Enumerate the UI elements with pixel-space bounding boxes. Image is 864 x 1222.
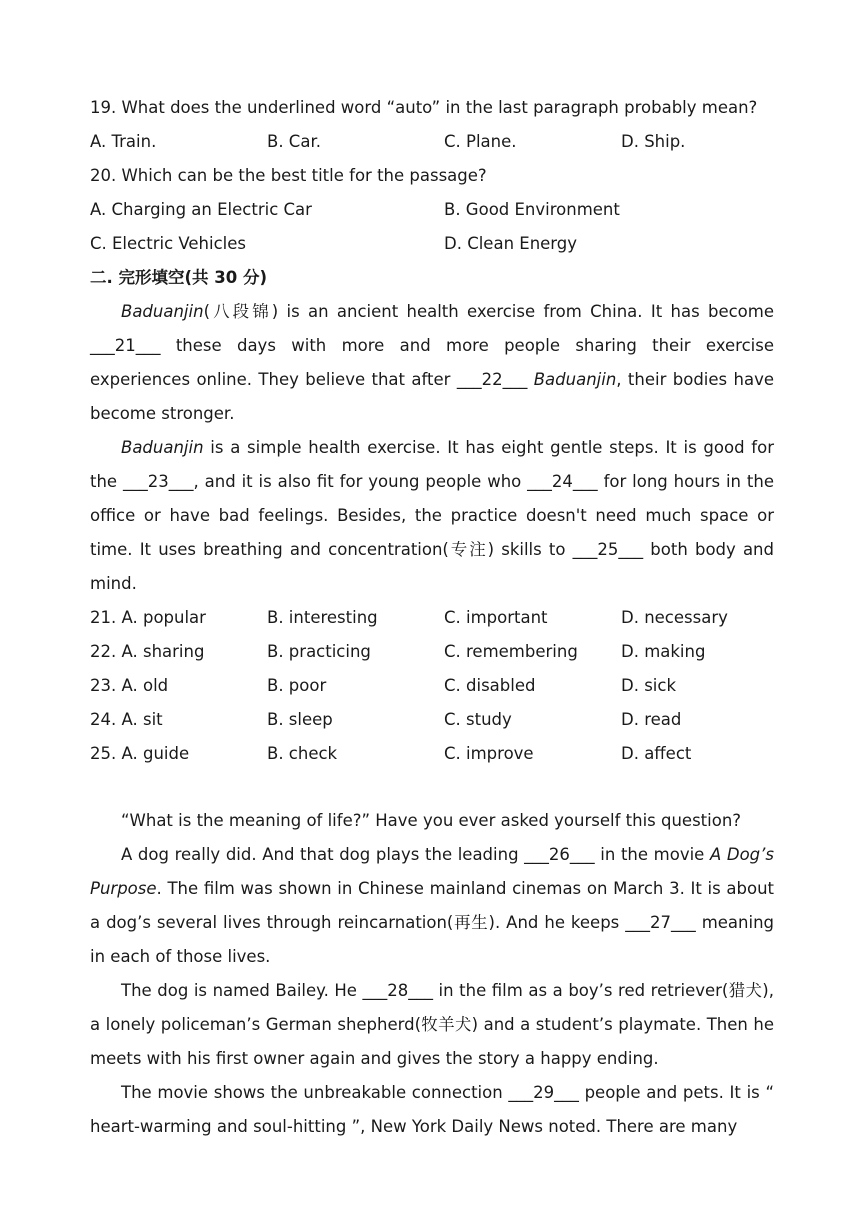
option-c: C. disabled bbox=[444, 676, 536, 695]
option-a: A. Train. bbox=[90, 132, 157, 151]
italic-title: A Dog’s Purpose bbox=[90, 845, 774, 898]
option-b: B. poor bbox=[267, 676, 327, 695]
option-d: D. sick bbox=[621, 676, 677, 695]
cloze-options-24 bbox=[90, 703, 774, 737]
cloze-options-22 bbox=[90, 635, 774, 669]
option-c: C. study bbox=[444, 710, 512, 729]
cloze-options-25 bbox=[90, 737, 774, 771]
paragraph-text: is a simple health exercise. It has eight gentle steps. It is good for the ___23___, and it is also fit for young people who ___24___ for long hours in the office or have bad feelings. Besides, the practice doesn't need much space or time. It uses breathing and concentration(专注) skills to ___25___ both body and mind. bbox=[90, 438, 774, 593]
passage2-paragraph4: The movie shows the unbreakable connection ___29___ people and pets. It is “ heart-warming and soul-hitting ”, New York Daily News noted. There are many bbox=[90, 1083, 774, 1136]
option-b: B. interesting bbox=[267, 608, 378, 627]
exam-page bbox=[90, 91, 774, 1144]
section-heading: 二. 完形填空(共 30 分) bbox=[90, 268, 268, 287]
question-20-options-row1 bbox=[90, 193, 774, 227]
cloze-options-21 bbox=[90, 601, 774, 635]
passage2-paragraph3: The dog is named Bailey. He ___28___ in the film as a boy’s red retriever(猎犬), a lonely policeman’s German shepherd(牧羊犬) and a student’s playmate. Then he meets with his first owner again and gives the story a happy ending. bbox=[90, 981, 774, 1068]
question-20: 20. Which can be the best title for the passage? bbox=[90, 166, 487, 185]
option-c: C. Electric Vehicles bbox=[90, 234, 247, 253]
option-a: 25. A. guide bbox=[90, 744, 190, 763]
option-d: D. Ship. bbox=[621, 132, 686, 151]
option-b: B. check bbox=[267, 744, 338, 763]
question-19: 19. What does the underlined word “auto” in the last paragraph probably mean? bbox=[90, 98, 758, 117]
option-c: C. Plane. bbox=[444, 132, 517, 151]
paragraph-text: A dog really did. And that dog plays the leading ___26___ in the movie bbox=[121, 845, 710, 864]
italic-term: Baduanjin bbox=[121, 438, 204, 457]
question-20-options-row2 bbox=[90, 227, 774, 261]
option-d: D. read bbox=[621, 710, 682, 729]
passage2-paragraph1: “What is the meaning of life?” Have you ever asked yourself this question? bbox=[121, 811, 742, 830]
paragraph-text: . The film was shown in Chinese mainland cinemas on March 3. It is about a dog’s several lives through reincarnation(再生). And he keeps ___27___ meaning in each of those lives. bbox=[90, 879, 774, 966]
cloze-options-23 bbox=[90, 669, 774, 703]
paragraph-text: , their bodies have become stronger. bbox=[90, 370, 775, 423]
passage2-paragraph2 bbox=[90, 838, 774, 974]
paragraph-text: (八段锦) is an ancient health exercise from China. It has become ___21___ these days with more and more people sharing their exercise experiences online. They believe that after ___22___ bbox=[90, 302, 774, 389]
option-b: B. Good Environment bbox=[444, 200, 620, 219]
question-19-options bbox=[90, 125, 774, 159]
option-a: 22. A. sharing bbox=[90, 642, 205, 661]
passage1-paragraph2 bbox=[90, 431, 774, 601]
option-d: D. necessary bbox=[621, 608, 728, 627]
option-b: B. sleep bbox=[267, 710, 333, 729]
italic-term: Baduanjin bbox=[533, 370, 617, 389]
option-a: 24. A. sit bbox=[90, 710, 163, 729]
option-d: D. affect bbox=[621, 744, 692, 763]
option-a: 21. A. popular bbox=[90, 608, 206, 627]
option-d: D. Clean Energy bbox=[444, 234, 578, 253]
passage1-paragraph1 bbox=[90, 295, 774, 431]
blank-spacer bbox=[90, 771, 774, 804]
option-a: A. Charging an Electric Car bbox=[90, 200, 312, 219]
option-b: B. Car. bbox=[267, 132, 321, 151]
option-b: B. practicing bbox=[267, 642, 371, 661]
option-c: C. important bbox=[444, 608, 548, 627]
option-d: D. making bbox=[621, 642, 706, 661]
option-c: C. remembering bbox=[444, 642, 578, 661]
option-c: C. improve bbox=[444, 744, 534, 763]
italic-term: Baduanjin bbox=[121, 302, 204, 321]
option-a: 23. A. old bbox=[90, 676, 169, 695]
